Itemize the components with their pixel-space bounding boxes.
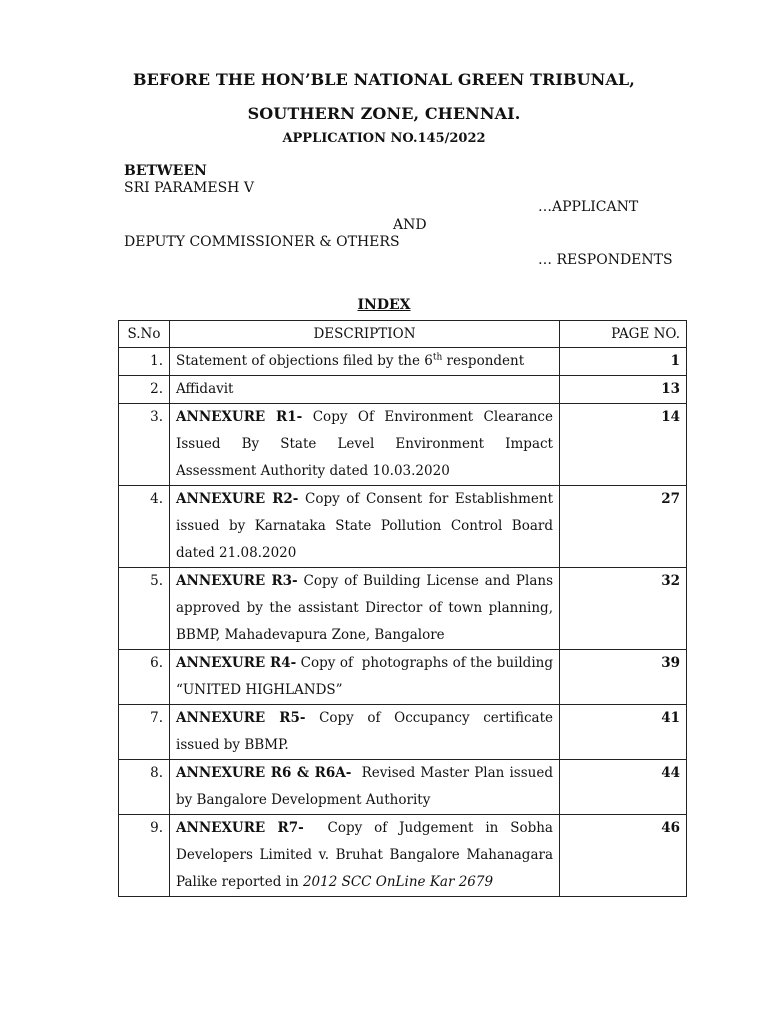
description-lead: ANNEXURE R4- (176, 655, 297, 671)
description-lead: ANNEXURE R1- (176, 409, 303, 425)
description-text: respondent (442, 353, 525, 369)
row-sno: 3. (119, 404, 170, 486)
table-row (119, 376, 687, 404)
row-page-number: 44 (560, 760, 687, 815)
description-text: Copy of Occupancy certificate issued by BBMP. (176, 710, 558, 753)
court-title-line1: BEFORE THE HON’BLE NATIONAL GREEN TRIBUNAL, (133, 70, 635, 89)
index-header-row (119, 321, 687, 348)
column-header-sno: S.No (119, 321, 170, 348)
row-page-number: 14 (560, 404, 687, 486)
description-lead: ANNEXURE R7- (176, 820, 304, 836)
index-title: INDEX (357, 297, 411, 313)
row-description (170, 650, 560, 705)
between-label: BETWEEN (124, 163, 207, 179)
row-description (170, 348, 560, 376)
row-page-number: 41 (560, 705, 687, 760)
and-label: AND (393, 217, 427, 233)
description-lead: ANNEXURE R2- (176, 491, 299, 507)
respondent-name: DEPUTY COMMISSIONER & OTHERS (124, 234, 400, 250)
index-table (118, 320, 687, 897)
description-text: Copy of Building License and Plans approved by the assistant Director of town planning, BBMP, Mahadevapura Zone, Bangalore (176, 573, 558, 643)
row-description (170, 760, 560, 815)
row-sno: 1. (119, 348, 170, 376)
row-page-number: 46 (560, 815, 687, 897)
description-text: Copy Of Environment Clearance Issued By State Level Environment Impact Assessment Authority dated 10.03.2020 (176, 409, 558, 479)
description-lead: ANNEXURE R3- (176, 573, 298, 589)
row-sno: 2. (119, 376, 170, 404)
respondent-role: … RESPONDENTS (538, 252, 673, 268)
table-row (119, 568, 687, 650)
court-title-line2: SOUTHERN ZONE, CHENNAI. (247, 104, 521, 123)
row-page-number: 1 (560, 348, 687, 376)
description-text: Affidavit (176, 381, 234, 397)
description-pre: Statement of objections filed by the 6 (176, 353, 433, 369)
row-page-number: 27 (560, 486, 687, 568)
row-sno: 5. (119, 568, 170, 650)
row-sno: 8. (119, 760, 170, 815)
table-row (119, 815, 687, 897)
column-header-page-no: PAGE NO. (560, 321, 687, 348)
table-row (119, 486, 687, 568)
table-row (119, 348, 687, 376)
row-description (170, 486, 560, 568)
row-page-number: 13 (560, 376, 687, 404)
description-superscript: th (432, 352, 443, 363)
table-row (119, 705, 687, 760)
row-sno: 4. (119, 486, 170, 568)
row-sno: 7. (119, 705, 170, 760)
description-text: Revised Master Plan issued by Bangalore Development Authority (176, 765, 558, 808)
applicant-role: …APPLICANT (538, 199, 639, 215)
row-description (170, 815, 560, 897)
table-row (119, 650, 687, 705)
row-page-number: 32 (560, 568, 687, 650)
description-lead: ANNEXURE R6 & R6A- (176, 765, 352, 781)
row-sno: 9. (119, 815, 170, 897)
row-description (170, 568, 560, 650)
description-lead: ANNEXURE R5- (176, 710, 306, 726)
description-text: Copy of photographs of the building “UNITED HIGHLANDS” (176, 655, 558, 698)
column-header-description: DESCRIPTION (170, 321, 560, 348)
applicant-name: SRI PARAMESH V (124, 180, 254, 196)
table-row (119, 404, 687, 486)
application-number: APPLICATION NO.145/2022 (282, 131, 486, 146)
description-italic: 2012 SCC OnLine Kar 2679 (302, 874, 494, 890)
description-text: Copy of Consent for Establishment issued by Karnataka State Pollution Control Board dated 21.08.2020 (176, 491, 558, 561)
row-description (170, 376, 560, 404)
row-page-number: 39 (560, 650, 687, 705)
row-description (170, 404, 560, 486)
row-sno: 6. (119, 650, 170, 705)
table-row (119, 760, 687, 815)
description-text: Copy of Judgement in Sobha Developers Limited v. Bruhat Bangalore Mahanagara Palike reported in (176, 820, 558, 890)
row-description (170, 705, 560, 760)
